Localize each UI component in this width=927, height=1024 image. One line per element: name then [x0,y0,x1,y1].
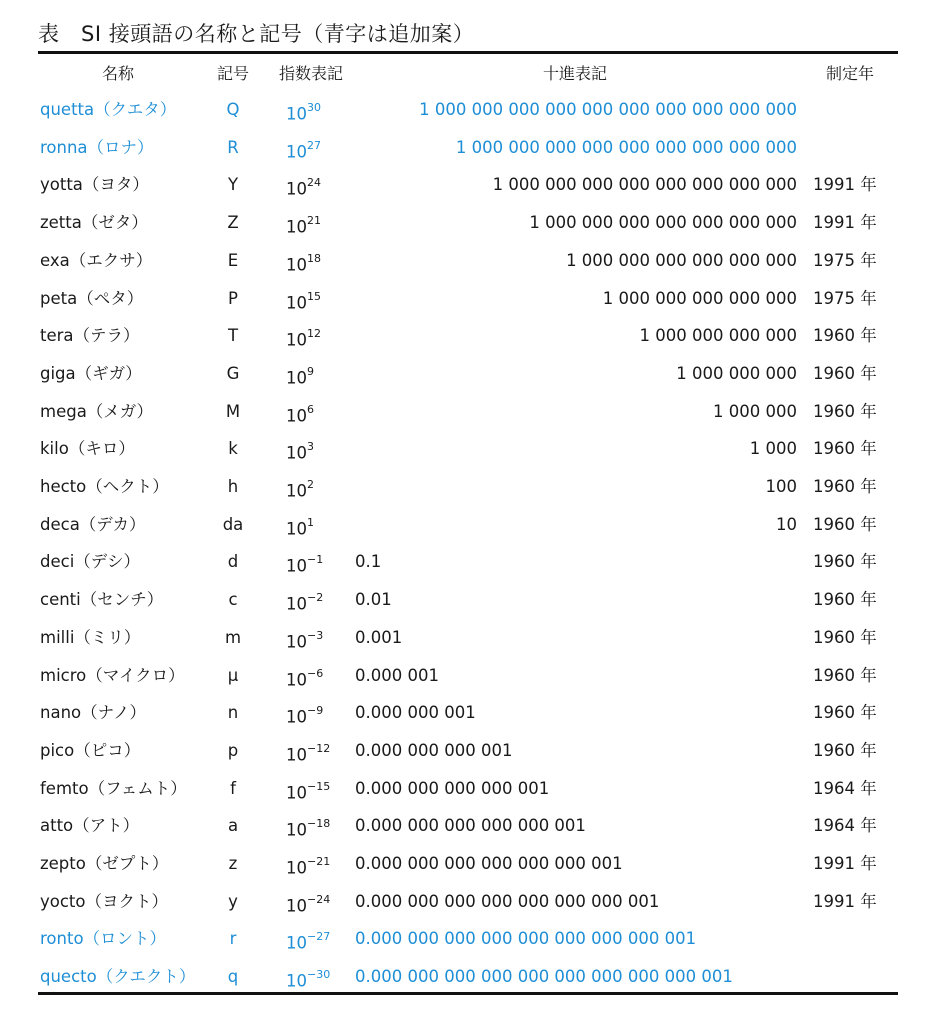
exponent-power: 21 [307,214,321,228]
prefix-name: yotta（ヨタ） [40,175,149,195]
prefix-symbol: Q [226,100,240,119]
prefix-symbol: y [228,891,238,911]
prefix-symbol: k [228,439,238,459]
prefix-name: centi（センチ） [40,590,164,610]
prefix-name: zepto（ゼプト） [40,854,169,873]
decimal-notation: 1 000 000 000 000 000 [602,288,797,308]
decimal-notation: 10 [776,514,797,534]
exponent-notation [286,771,330,812]
table-row [0,507,927,545]
prefix-symbol: E [227,250,239,270]
decimal-notation: 0.000 000 000 000 000 000 001 [355,854,623,873]
prefix-symbol: a [227,816,239,836]
table-row [0,281,927,319]
decimal-notation: 1 000 000 000 000 [639,326,797,346]
exponent-power: −15 [307,779,331,793]
exponent-power: −9 [307,704,324,718]
exponent-power: 2 [307,478,314,491]
exponent-notation [286,130,321,171]
prefix-name: quetta（クエタ） [40,100,177,119]
adoption-year: 1960 年 [813,514,877,534]
decimal-notation: 1 000 000 000 000 000 000 [566,250,797,270]
prefix-symbol: z [228,854,238,873]
adoption-year: 1975 年 [813,250,877,270]
exponent-notation [286,658,323,699]
prefix-symbol: f [230,778,236,798]
prefix-name: deci（デシ） [40,552,140,572]
exponent-base: 10 [286,556,307,576]
exponent-power: 15 [307,289,321,303]
exponent-notation [286,167,321,208]
prefix-symbol: da [222,514,244,534]
exponent-notation [286,620,323,661]
table-row [0,808,927,846]
adoption-year: 1960 年 [813,703,877,723]
exponent-base: 10 [286,632,307,652]
prefix-symbol: p [227,740,239,760]
adoption-year: 1960 年 [813,665,877,685]
prefix-name: nano（ナノ） [40,703,146,723]
exponent-base: 10 [286,255,307,275]
table-row [0,167,927,205]
exponent-notation [286,431,314,472]
exponent-power: 24 [307,176,321,190]
decimal-notation: 0.000 000 001 [355,703,476,723]
exponent-power: −18 [307,817,331,831]
adoption-year: 1960 年 [813,552,877,572]
table-row [0,205,927,243]
exponent-power: −3 [307,628,324,642]
decimal-notation: 1 000 000 [713,401,797,421]
adoption-year: 1960 年 [813,590,877,610]
exponent-notation [286,243,321,284]
adoption-year: 1960 年 [813,627,877,647]
adoption-year: 1960 年 [813,439,877,459]
table-row [0,620,927,658]
exponent-power: 1 [307,515,314,529]
header-year: 制定年 [825,64,874,83]
exponent-power: −6 [307,666,324,680]
exponent-power: 3 [307,440,314,454]
exponent-base: 10 [286,443,307,463]
exponent-power: 30 [307,101,321,114]
prefix-symbol: T [227,326,239,346]
exponent-base: 10 [286,142,307,162]
exponent-power: −21 [307,855,331,868]
decimal-notation: 0.000 000 000 000 000 000 000 001 [355,891,660,911]
prefix-name: peta（ペタ） [40,288,144,308]
table-title: 表 SI 接頭語の名称と記号（青字は追加案） [38,22,475,46]
adoption-year: 1991 年 [813,854,877,873]
header-symbol: 記号 [216,64,249,83]
bottom-rule [38,992,898,995]
prefix-symbol: M [225,401,241,421]
table-row [0,544,927,582]
prefix-symbol: P [228,288,238,308]
exponent-notation [286,507,314,548]
table-row [0,431,927,469]
exponent-base: 10 [286,594,307,614]
decimal-notation: 0.000 000 000 000 001 [355,778,550,798]
exponent-base: 10 [286,858,307,878]
exponent-notation [286,394,314,435]
prefix-name: kilo（キロ） [40,439,135,459]
exponent-base: 10 [286,406,307,426]
exponent-power: 18 [307,251,321,265]
prefix-name: deca（デカ） [40,514,146,534]
exponent-notation [286,582,323,623]
prefix-name: ronto（ロント） [40,929,167,949]
decimal-notation: 0.000 000 000 000 000 000 000 000 001 [355,929,697,949]
exponent-base: 10 [286,896,307,916]
exponent-base: 10 [286,368,307,388]
table-row [0,394,927,432]
exponent-power: 6 [307,402,314,416]
decimal-notation: 1 000 000 000 000 000 000 000 [529,213,797,233]
exponent-power: −1 [307,553,324,567]
prefix-name: mega（メガ） [40,401,153,421]
table-row [0,846,927,884]
adoption-year: 1991 年 [813,213,877,233]
decimal-notation: 100 [765,477,797,496]
table-row [0,921,927,959]
decimal-notation: 1 000 000 000 000 000 000 000 000 [492,175,797,195]
prefix-symbol: r [229,929,237,949]
header-decimal: 十進表記 [542,64,607,83]
exponent-base: 10 [286,820,307,840]
decimal-notation: 0.000 000 000 001 [355,740,513,760]
table-row [0,243,927,281]
prefix-name: micro（マイクロ） [40,665,185,685]
exponent-base: 10 [286,670,307,689]
prefix-name: zetta（ゼタ） [40,213,148,233]
table-row [0,130,927,168]
decimal-notation: 0.000 001 [355,665,439,685]
table-row [0,469,927,507]
exponent-notation [286,808,330,849]
decimal-notation: 1 000 000 000 [676,363,797,383]
exponent-notation [286,92,321,133]
exponent-notation [286,281,321,322]
table-row [0,356,927,394]
prefix-symbol: m [224,627,242,647]
adoption-year: 1960 年 [813,363,877,383]
adoption-year: 1975 年 [813,288,877,308]
prefix-name: yocto（ヨクト） [40,891,168,911]
exponent-base: 10 [286,293,307,312]
exponent-notation [286,921,330,962]
adoption-year: 1991 年 [813,175,877,195]
prefix-symbol: R [227,137,239,157]
header-exponent: 指数表記 [278,64,343,83]
prefix-symbol: μ [227,665,239,685]
prefix-symbol: q [227,967,239,987]
prefix-symbol: Y [227,175,239,195]
prefix-name: milli（ミリ） [40,627,141,647]
prefix-symbol: G [226,363,240,383]
exponent-notation [286,356,314,397]
prefix-name: tera（テラ） [40,326,140,346]
exponent-notation [286,733,330,774]
top-rule [38,51,898,54]
header-name: 名称 [101,64,134,83]
exponent-base: 10 [286,179,307,199]
exponent-power: 12 [307,327,321,341]
exponent-base: 10 [286,217,307,237]
exponent-notation [286,846,330,887]
decimal-notation: 0.000 000 000 000 000 000 000 000 000 001 [355,967,733,987]
prefix-symbol: h [227,477,239,496]
decimal-notation: 0.001 [355,627,403,647]
prefix-symbol: n [227,703,239,723]
table-header [0,56,927,92]
prefix-name: femto（フェムト） [40,778,187,798]
exponent-notation [286,884,330,925]
decimal-notation: 1 000 000 000 000 000 000 000 000 000 000 [419,100,797,119]
prefix-name: ronna（ロナ） [40,137,154,157]
exponent-power: −27 [307,930,331,944]
decimal-notation: 1 000 [749,439,797,459]
exponent-power: −30 [307,968,331,982]
adoption-year: 1964 年 [813,816,877,836]
table-row [0,658,927,696]
adoption-year: 1991 年 [813,891,877,911]
exponent-power: −24 [307,892,331,906]
table-row [0,582,927,620]
exponent-base: 10 [286,707,307,727]
exponent-notation [286,544,323,585]
adoption-year: 1960 年 [813,477,877,496]
exponent-notation [286,205,321,246]
table-row [0,92,927,130]
decimal-notation: 0.01 [355,590,392,610]
prefix-name: quecto（クエクト） [40,967,196,987]
prefix-symbol: d [227,552,239,572]
exponent-base: 10 [286,745,307,765]
adoption-year: 1960 年 [813,740,877,760]
exponent-power: −2 [307,591,324,605]
exponent-notation [286,318,321,359]
prefix-symbol: Z [227,213,239,233]
decimal-notation: 0.000 000 000 000 000 001 [355,816,586,836]
adoption-year: 1960 年 [813,326,877,346]
decimal-notation: 1 000 000 000 000 000 000 000 000 000 [455,137,797,157]
exponent-base: 10 [286,933,307,953]
exponent-base: 10 [286,519,307,539]
exponent-power: 9 [307,364,314,378]
exponent-base: 10 [286,104,307,124]
adoption-year: 1960 年 [813,401,877,421]
table-row [0,884,927,922]
table-row [0,318,927,356]
prefix-symbol: c [228,590,238,610]
prefix-name: giga（ギガ） [40,363,142,383]
table-row [0,733,927,771]
exponent-base: 10 [286,971,307,991]
exponent-notation [286,695,323,736]
exponent-base: 10 [286,783,307,803]
prefix-name: hecto（ヘクト） [40,477,169,496]
prefix-name: pico（ピコ） [40,740,141,760]
exponent-notation [286,469,314,510]
prefix-name: exa（エクサ） [40,250,153,270]
decimal-notation: 0.1 [355,552,382,572]
exponent-power: 27 [307,138,321,152]
exponent-base: 10 [286,330,307,350]
prefix-name: atto（アト） [40,816,140,836]
exponent-power: −12 [307,741,331,755]
exponent-base: 10 [286,481,307,501]
table-row [0,771,927,809]
adoption-year: 1964 年 [813,778,877,798]
table-row [0,695,927,733]
